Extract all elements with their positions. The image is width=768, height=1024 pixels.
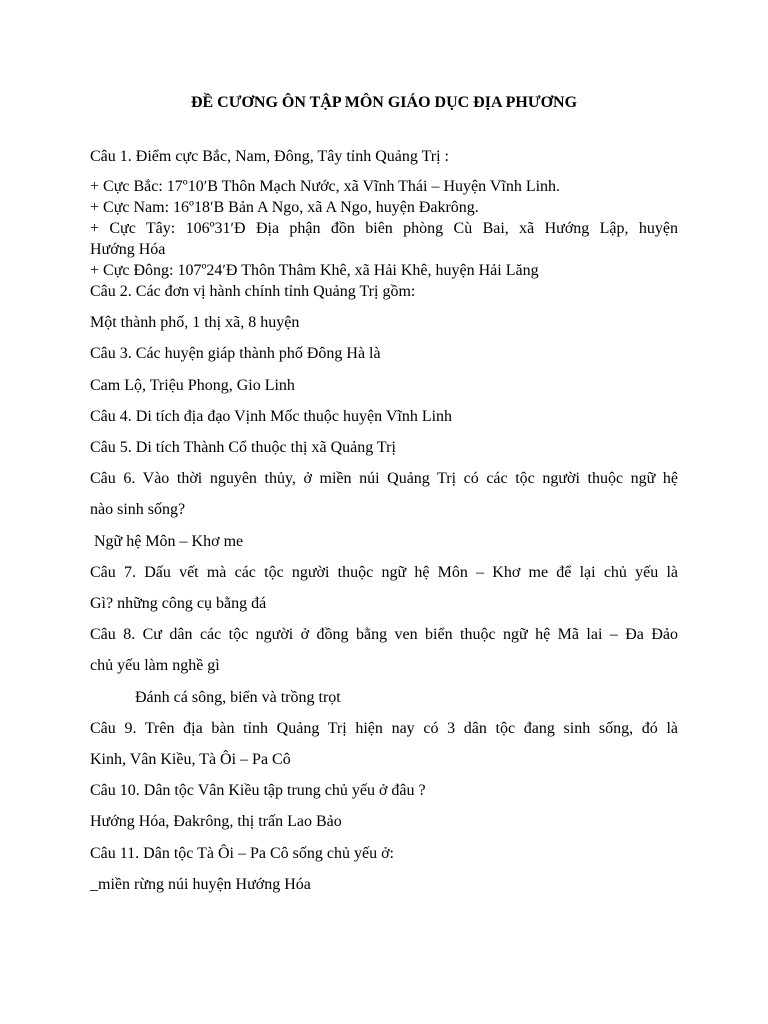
answer-9: Kinh, Vân Kiều, Tà Ôi – Pa Cô	[90, 751, 291, 768]
answer-7: Gì? những công cụ bằng đá	[90, 595, 267, 612]
question-5: Câu 5. Di tích Thành Cổ thuộc thị xã Quảng Trị	[90, 439, 396, 456]
question-9: Câu 9. Trên địa bàn tỉnh Quảng Trị hiện nay có 3 dân tộc đang sinh sống, đó là	[90, 720, 678, 737]
answer-6: Ngữ hệ Môn – Khơ me	[94, 533, 244, 550]
answer-1-south: + Cực Nam: 16º18ʹB Bản A Ngo, xã A Ngo, huyện Đakrông.	[90, 199, 479, 216]
question-6: Câu 6. Vào thời nguyên thủy, ở miền núi Quảng Trị có các tộc người thuộc ngữ hệ	[90, 470, 678, 487]
answer-2: Một thành phố, 1 thị xã, 8 huyện	[90, 314, 300, 331]
answer-1-west-cont: Hướng Hóa	[90, 241, 166, 258]
answer-1-west: + Cực Tây: 106º31ʹĐ Địa phận đồn biên phòng Cù Bai, xã Hướng Lập, huyện	[90, 220, 678, 237]
question-8-cont: chủ yếu làm nghề gì	[90, 657, 220, 674]
question-10: Câu 10. Dân tộc Vân Kiều tập trung chủ yếu ở đâu ?	[90, 782, 426, 799]
question-2: Câu 2. Các đơn vị hành chính tỉnh Quảng Trị gồm:	[90, 283, 416, 300]
question-8: Câu 8. Cư dân các tộc người ở đồng bằng ven biển thuộc ngữ hệ Mã lai – Đa Đảo	[90, 626, 678, 643]
question-6-cont: nào sinh sống?	[90, 501, 186, 518]
question-3: Câu 3. Các huyện giáp thành phố Đông Hà là	[90, 345, 381, 362]
answer-10: Hướng Hóa, Đakrông, thị trấn Lao Bảo	[90, 813, 342, 830]
answer-8: Đánh cá sông, biển và trồng trọt	[135, 689, 341, 706]
question-1: Câu 1. Điểm cực Bắc, Nam, Đông, Tây tỉnh Quảng Trị :	[90, 148, 449, 165]
answer-1-east: + Cực Đông: 107º24ʹĐ Thôn Thâm Khê, xã Hải Khê, huyện Hải Lăng	[90, 262, 539, 279]
answer-3: Cam Lộ, Triệu Phong, Gio Linh	[90, 377, 295, 394]
document-title: ĐỀ CƯƠNG ÔN TẬP MÔN GIÁO DỤC ĐỊA PHƯƠNG	[190, 94, 578, 111]
answer-11: _miền rừng núi huyện Hướng Hóa	[90, 876, 311, 893]
question-11: Câu 11. Dân tộc Tà Ôi – Pa Cô sống chủ yếu ở:	[90, 845, 394, 862]
question-4: Câu 4. Di tích địa đạo Vịnh Mốc thuộc huyện Vĩnh Linh	[90, 408, 453, 425]
answer-1-north: + Cực Bắc: 17º10ʹB Thôn Mạch Nước, xã Vĩnh Thái – Huyện Vĩnh Linh.	[90, 178, 561, 195]
question-7: Câu 7. Dấu vết mà các tộc người thuộc ngữ hệ Môn – Khơ me để lại chủ yếu là	[90, 564, 678, 581]
